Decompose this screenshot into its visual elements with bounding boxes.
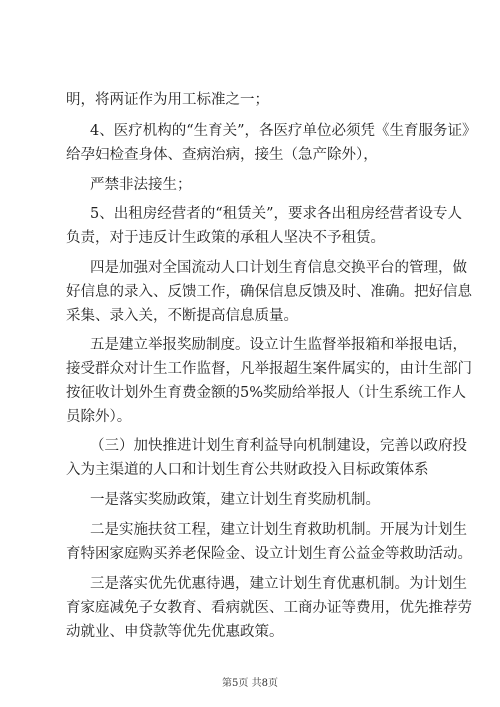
text-line: 一是落实奖励政策，建立计划生育奖励机制。 (90, 492, 380, 508)
text-line: 三是落实优先优惠待遇，建立计划生育优惠机制。为计划生 (90, 576, 467, 592)
text-line: 负责，对于违反计生政策的承租人坚决不予租赁。 (66, 230, 385, 246)
text-line: 采集、录入关，不断提高信息质量。 (66, 308, 298, 324)
text-line: 四是加强对全国流动人口计划生育信息交换平台的管理，做 (90, 260, 467, 276)
text-line: （三）加快推进计划生育利益导向机制建设，完善以政府投 (90, 438, 467, 454)
text-line: 按征收计划外生育费金额的5%奖励给举报人（计生系统工作人 (66, 385, 467, 401)
text-line: 育特困家庭购买养老保险金、设立计划生育公益金等救助活动。 (66, 546, 472, 562)
text-line: 五是建立举报奖励制度。设立计生监督举报箱和举报电话， (90, 337, 467, 353)
text-line: 动就业、申贷款等优先优惠政策。 (66, 624, 284, 640)
text-line: 明，将两证作为用工标准之一； (66, 92, 269, 108)
text-line: 4、医疗机构的“生育关”，各医疗单位必须凭《生育服务证》 (90, 123, 477, 139)
text-line: 入为主渠道的人口和计划生育公共财政投入目标政策体系 (66, 462, 429, 478)
text-line: 二是实施扶贫工程，建立计划生育救助机制。开展为计划生 (90, 522, 467, 538)
text-line: 员除外）。 (66, 409, 132, 425)
text-line: 育家庭减免子女教育、看病就医、工商办证等费用，优先推荐劳 (66, 600, 472, 616)
page-footer: 第5页 共8页 (222, 678, 278, 689)
text-line: 接受群众对计生工作监督，凡举报超生案件属实的，由计生部门 (66, 361, 472, 377)
text-line: 好信息的录入、反馈工作，确保信息反馈及时、准确。把好信息 (66, 284, 472, 300)
text-line: 严禁非法接生； (90, 177, 192, 193)
text-line: 5、出租房经营者的“租赁关”，要求各出租房经营者设专人 (90, 206, 463, 222)
text-line: 给孕妇检查身体、查病治病，接生（急产除外）， (66, 147, 378, 163)
